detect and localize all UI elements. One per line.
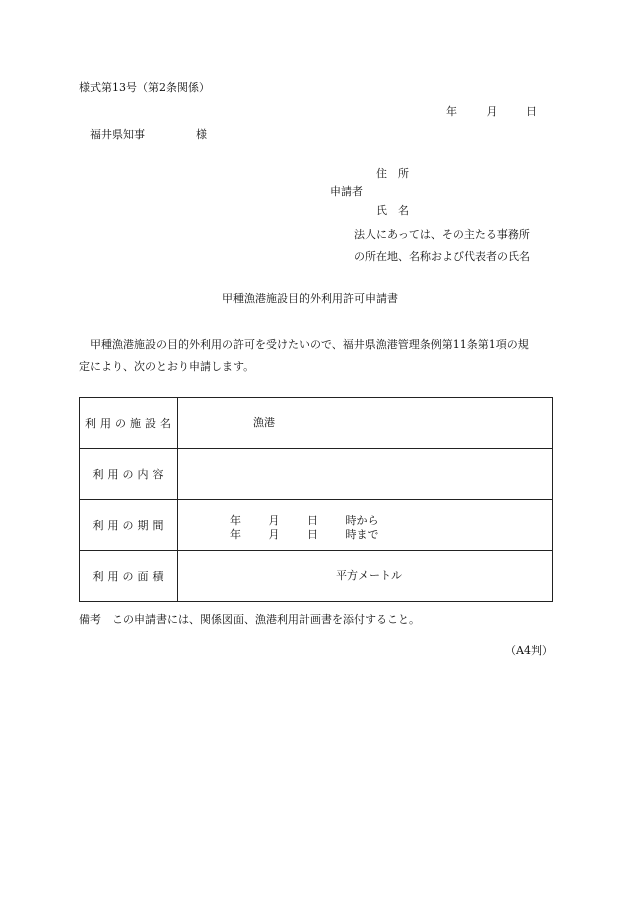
period-from-month: 月 [268, 514, 280, 527]
date-day: 日 [526, 105, 537, 118]
remark: 備考 この申請書には、関係図面、漁港利用計画書を添付すること。 [79, 613, 420, 626]
period-to-line [230, 526, 379, 542]
facility-value-text: 漁港 [253, 416, 275, 429]
table-row [80, 551, 553, 602]
period-value [178, 500, 553, 551]
facility-label: 利用の施設名 [80, 398, 178, 449]
date-line [446, 106, 537, 117]
area-value [178, 551, 553, 602]
date-year: 年 [446, 105, 457, 118]
body-line-2: 定により、次のとおり申請します。 [79, 360, 255, 373]
area-value-text: 平方メートル [336, 569, 402, 582]
addressee-suffix: 様 [196, 128, 207, 141]
applicant-role-label: 申請者 [330, 185, 363, 198]
applicant-note-line2: の所在地、名称および代表者の氏名 [354, 250, 530, 263]
period-from-day: 日 [307, 514, 318, 527]
addressee-name: 福井県知事 [90, 128, 145, 141]
paper-size: （A4判） [505, 644, 553, 657]
period-to-day: 日 [307, 528, 318, 541]
content-label: 利用の内容 [80, 449, 178, 500]
date-month: 月 [486, 105, 498, 118]
applicant-address-label: 住 所 [376, 167, 409, 180]
table-row [80, 500, 553, 551]
period-label: 利用の期間 [80, 500, 178, 551]
document-title: 甲種漁港施設目的外利用許可申請書 [222, 292, 398, 305]
form-number: 様式第13号（第2条関係） [79, 81, 210, 94]
period-from-hour: 時から [345, 514, 379, 527]
application-table [79, 397, 553, 602]
area-label: 利用の面積 [80, 551, 178, 602]
period-to-hour: 時まで [345, 528, 379, 541]
applicant-name-label: 氏 名 [376, 204, 409, 217]
period-from-year: 年 [230, 514, 241, 527]
body-line-1: 甲種漁港施設の目的外利用の許可を受けたいので、福井県漁港管理条例第11条第1項の規 [90, 338, 529, 351]
table-row [80, 398, 553, 449]
table-row [80, 449, 553, 500]
content-value [178, 449, 553, 500]
period-to-month: 月 [268, 528, 280, 541]
applicant-note-line1: 法人にあっては、その主たる事務所 [354, 228, 530, 241]
facility-value [178, 398, 553, 449]
period-to-year: 年 [230, 528, 241, 541]
